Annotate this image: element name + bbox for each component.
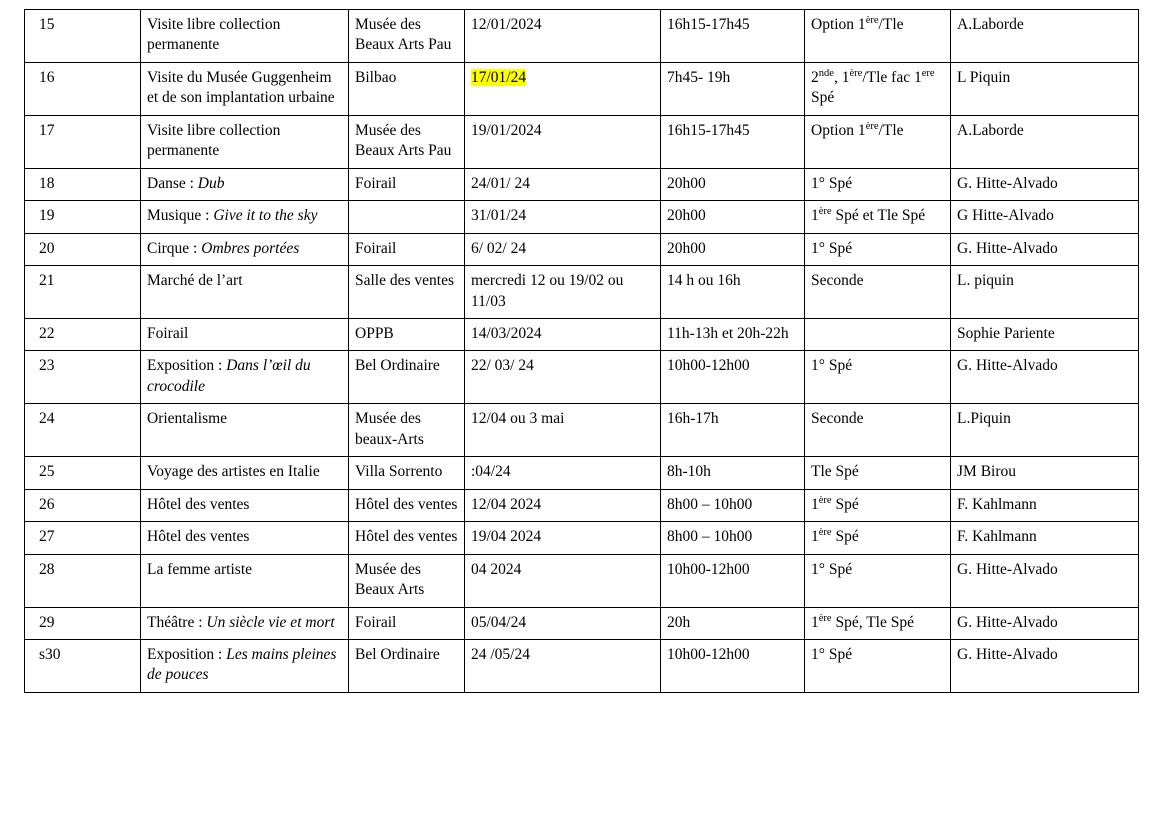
cell-number: [25, 457, 141, 489]
cell-place: [349, 639, 465, 692]
cell-hours: [661, 318, 805, 350]
cell-level: [805, 607, 951, 639]
cell-level: [805, 522, 951, 554]
cell-place: [349, 115, 465, 168]
cell-place: [349, 554, 465, 607]
table-row: [25, 168, 1139, 200]
table-row: [25, 457, 1139, 489]
cell-date: [465, 168, 661, 200]
cell-hours: [661, 201, 805, 233]
cell-date: [465, 266, 661, 319]
cell-place: [349, 266, 465, 319]
event-hours: 20h00: [667, 174, 706, 192]
row-number: 16: [39, 68, 55, 86]
cell-level: [805, 201, 951, 233]
event-level: 1° Spé: [811, 357, 853, 375]
cell-number: [25, 115, 141, 168]
event-hours: 20h00: [667, 239, 706, 257]
cell-level: [805, 62, 951, 115]
cell-date: [465, 554, 661, 607]
cell-date: [465, 115, 661, 168]
cell-date: [465, 62, 661, 115]
event-level: Seconde: [811, 272, 864, 290]
event-teacher: G. Hitte-Alvado: [957, 239, 1058, 257]
cell-teacher: [951, 554, 1139, 607]
cell-teacher: [951, 404, 1139, 457]
cell-place: [349, 607, 465, 639]
event-level: 1ère Spé: [811, 527, 859, 546]
cell-hours: [661, 351, 805, 404]
event-title: Hôtel des ventes: [147, 528, 250, 546]
event-title: Marché de l’art: [147, 272, 243, 290]
cell-level: [805, 115, 951, 168]
cell-date: [465, 233, 661, 265]
cell-number: [25, 266, 141, 319]
event-level: 2nde, 1ère/Tle fac 1ere Spé: [811, 67, 935, 107]
row-number: 23: [39, 357, 55, 375]
event-teacher: G. Hitte-Alvado: [957, 613, 1058, 631]
event-hours: 10h00-12h00: [667, 645, 750, 663]
cell-teacher: [951, 489, 1139, 521]
cell-number: [25, 554, 141, 607]
event-place: Foirail: [355, 613, 397, 631]
cell-teacher: [951, 457, 1139, 489]
row-number: 29: [39, 613, 55, 631]
cell-title: [141, 233, 349, 265]
event-place: Bel Ordinaire: [355, 357, 440, 375]
cell-level: [805, 318, 951, 350]
event-teacher: F. Kahlmann: [957, 528, 1037, 546]
event-level: 1° Spé: [811, 560, 853, 578]
row-number: 22: [39, 324, 55, 342]
event-title: Hôtel des ventes: [147, 495, 250, 513]
event-level: 1° Spé: [811, 239, 853, 257]
cell-number: [25, 607, 141, 639]
cell-number: [25, 233, 141, 265]
row-number: 18: [39, 174, 55, 192]
event-place: Villa Sorrento: [355, 463, 443, 481]
event-date-highlighted: 17/01/24: [471, 68, 527, 86]
event-level: 1ère Spé et Tle Spé: [811, 206, 926, 225]
event-hours: 11h-13h et 20h-22h: [667, 324, 789, 342]
table-row: [25, 639, 1139, 692]
cell-title: [141, 522, 349, 554]
cell-teacher: [951, 115, 1139, 168]
cell-title: [141, 318, 349, 350]
cell-hours: [661, 404, 805, 457]
cell-title: [141, 351, 349, 404]
cell-level: [805, 266, 951, 319]
cell-title: [141, 489, 349, 521]
row-number: 28: [39, 560, 55, 578]
event-title: Orientalisme: [147, 410, 228, 428]
cell-place: [349, 404, 465, 457]
cell-title: [141, 404, 349, 457]
event-place: Foirail: [355, 174, 397, 192]
cell-teacher: [951, 351, 1139, 404]
cell-level: [805, 554, 951, 607]
cell-hours: [661, 62, 805, 115]
event-title-work: Dub: [197, 174, 225, 192]
event-date: 19/04 2024: [471, 528, 542, 546]
cell-teacher: [951, 233, 1139, 265]
event-title-prefix: Musique :: [147, 207, 214, 225]
cell-level: [805, 489, 951, 521]
cell-date: [465, 404, 661, 457]
cell-teacher: [951, 318, 1139, 350]
event-place: Bilbao: [355, 68, 397, 86]
cell-hours: [661, 168, 805, 200]
event-teacher: A.Laborde: [957, 16, 1024, 33]
table-row: [25, 266, 1139, 319]
table-row: [25, 201, 1139, 233]
event-date: 6/ 02/ 24: [471, 239, 527, 257]
event-teacher: G. Hitte-Alvado: [957, 560, 1058, 578]
event-title: [147, 206, 342, 226]
row-number: 21: [39, 272, 55, 290]
event-hours: 10h00-12h00: [667, 560, 750, 578]
event-place: Musée des Beaux Arts Pau: [355, 121, 452, 160]
cell-date: [465, 201, 661, 233]
cell-level: [805, 10, 951, 63]
cell-place: [349, 318, 465, 350]
event-date: 05/04/24: [471, 613, 527, 631]
cell-number: [25, 201, 141, 233]
cell-hours: [661, 115, 805, 168]
event-title: [147, 356, 342, 397]
event-title: [147, 174, 342, 194]
cell-level: [805, 457, 951, 489]
event-teacher: G. Hitte-Alvado: [957, 645, 1058, 663]
cell-place: [349, 233, 465, 265]
event-place: OPPB: [355, 324, 394, 342]
event-place: Musée des Beaux Arts Pau: [355, 16, 452, 54]
event-hours: 8h00 – 10h00: [667, 528, 753, 546]
cell-teacher: [951, 62, 1139, 115]
row-number: 17: [39, 121, 55, 139]
event-teacher: L.Piquin: [957, 410, 1011, 428]
cell-title: [141, 607, 349, 639]
cell-hours: [661, 10, 805, 63]
row-number: 27: [39, 528, 55, 546]
event-place: Foirail: [355, 239, 397, 257]
cell-hours: [661, 233, 805, 265]
cell-date: [465, 522, 661, 554]
table-row: [25, 489, 1139, 521]
event-place: Musée des beaux-Arts: [355, 410, 424, 448]
event-date: 31/01/24: [471, 207, 527, 225]
event-hours: 16h15-17h45: [667, 121, 750, 139]
cell-teacher: [951, 168, 1139, 200]
cell-place: [349, 522, 465, 554]
cell-hours: [661, 457, 805, 489]
event-date: mercredi 12 ou 19/02 ou 11/03: [471, 272, 624, 310]
event-title-work: Un siècle vie et mort: [206, 613, 335, 631]
event-hours: 16h-17h: [667, 410, 719, 428]
event-title: [147, 613, 342, 633]
event-place: Salle des ventes: [355, 272, 455, 290]
event-place: Hôtel des ventes: [355, 528, 458, 546]
table-row: [25, 233, 1139, 265]
event-title: [147, 645, 342, 686]
event-teacher: F. Kahlmann: [957, 495, 1037, 513]
table-row: [25, 62, 1139, 115]
cell-place: [349, 201, 465, 233]
cell-date: [465, 607, 661, 639]
event-hours: 16h15-17h45: [667, 16, 750, 33]
cell-level: [805, 639, 951, 692]
cell-number: [25, 404, 141, 457]
cell-level: [805, 351, 951, 404]
event-title-work: Les mains pleines de pouces: [147, 645, 337, 684]
cell-teacher: [951, 201, 1139, 233]
event-hours: 8h-10h: [667, 463, 711, 481]
event-date: 04 2024: [471, 560, 522, 578]
cell-teacher: [951, 522, 1139, 554]
event-place: Hôtel des ventes: [355, 495, 458, 513]
event-teacher: G Hitte-Alvado: [957, 207, 1054, 225]
event-date: 19/01/2024: [471, 121, 542, 139]
row-number: 15: [39, 16, 55, 33]
event-title: Visite libre collection permanente: [147, 16, 281, 54]
event-teacher: JM Birou: [957, 463, 1016, 481]
event-level: Option 1ère/Tle: [811, 120, 904, 139]
event-hours: 20h: [667, 613, 691, 631]
event-title-prefix: Théâtre :: [147, 613, 207, 631]
event-level: Tle Spé: [811, 463, 859, 481]
event-title-work: Give it to the sky: [213, 207, 318, 225]
event-level: 1ère Spé: [811, 494, 859, 513]
cell-teacher: [951, 10, 1139, 63]
cell-title: [141, 266, 349, 319]
cell-date: [465, 10, 661, 63]
event-date: :04/24: [471, 463, 511, 481]
cell-title: [141, 10, 349, 63]
cell-teacher: [951, 266, 1139, 319]
event-title-prefix: Cirque :: [147, 239, 202, 257]
cell-number: [25, 351, 141, 404]
cell-place: [349, 351, 465, 404]
event-title-prefix: Danse :: [147, 174, 198, 192]
event-date: 24/01/ 24: [471, 174, 530, 192]
table-row: [25, 318, 1139, 350]
cell-title: [141, 639, 349, 692]
row-number: 24: [39, 410, 55, 428]
event-date: 12/01/2024: [471, 16, 542, 33]
event-date: 12/04 ou 3 mai: [471, 410, 565, 428]
row-number: 20: [39, 239, 55, 257]
row-number: 25: [39, 463, 55, 481]
cell-hours: [661, 489, 805, 521]
table-row: [25, 404, 1139, 457]
event-title-prefix: Exposition :: [147, 357, 227, 375]
event-place: Bel Ordinaire: [355, 645, 440, 663]
event-title-work: Ombres portées: [201, 239, 300, 257]
event-date: 24 /05/24: [471, 645, 530, 663]
event-level: Seconde: [811, 410, 864, 428]
cell-hours: [661, 639, 805, 692]
row-number: 19: [39, 207, 55, 225]
row-number: s30: [39, 645, 61, 663]
cell-date: [465, 318, 661, 350]
event-title-prefix: Exposition :: [147, 645, 227, 663]
cell-date: [465, 639, 661, 692]
table-row: [25, 351, 1139, 404]
cell-number: [25, 318, 141, 350]
schedule-table-body: [25, 10, 1139, 693]
cell-teacher: [951, 639, 1139, 692]
cell-place: [349, 457, 465, 489]
event-title: Visite libre collection permanente: [147, 121, 281, 160]
event-level: Option 1ère/Tle: [811, 14, 904, 33]
event-title-work: Dans l’œil du crocodile: [147, 357, 311, 395]
event-hours: 8h00 – 10h00: [667, 495, 753, 513]
table-row: [25, 10, 1139, 63]
cell-hours: [661, 607, 805, 639]
event-date: 12/04 2024: [471, 495, 542, 513]
cell-number: [25, 168, 141, 200]
table-row: [25, 115, 1139, 168]
event-teacher: L Piquin: [957, 68, 1011, 86]
cell-date: [465, 457, 661, 489]
event-hours: 20h00: [667, 207, 706, 225]
event-level: 1° Spé: [811, 174, 853, 192]
cell-level: [805, 168, 951, 200]
cell-title: [141, 115, 349, 168]
row-number: 26: [39, 495, 55, 513]
cell-date: [465, 489, 661, 521]
event-level: 1° Spé: [811, 645, 853, 663]
event-title: La femme artiste: [147, 560, 253, 578]
table-row: [25, 554, 1139, 607]
event-date: 14/03/2024: [471, 324, 542, 342]
event-hours: 14 h ou 16h: [667, 272, 741, 290]
cell-hours: [661, 266, 805, 319]
cell-hours: [661, 554, 805, 607]
event-date: 22/ 03/ 24: [471, 357, 534, 375]
table-row: [25, 607, 1139, 639]
cell-number: [25, 62, 141, 115]
cell-number: [25, 489, 141, 521]
cell-title: [141, 457, 349, 489]
cell-place: [349, 168, 465, 200]
event-teacher: L. piquin: [957, 272, 1014, 290]
event-title: [147, 239, 342, 259]
event-title: Voyage des artistes en Italie: [147, 463, 320, 481]
cell-number: [25, 639, 141, 692]
event-title: Visite du Musée Guggenheim et de son implantation urbaine: [147, 68, 335, 107]
cell-level: [805, 404, 951, 457]
cell-title: [141, 62, 349, 115]
cell-place: [349, 10, 465, 63]
schedule-table: [24, 9, 1139, 693]
cell-teacher: [951, 607, 1139, 639]
cell-date: [465, 351, 661, 404]
cell-number: [25, 10, 141, 63]
event-level: 1ère Spé, Tle Spé: [811, 612, 914, 631]
cell-title: [141, 201, 349, 233]
event-title: Foirail: [147, 324, 189, 342]
cell-hours: [661, 522, 805, 554]
event-hours: 10h00-12h00: [667, 357, 750, 375]
cell-title: [141, 168, 349, 200]
cell-title: [141, 554, 349, 607]
cell-place: [349, 62, 465, 115]
event-place: Musée des Beaux Arts: [355, 560, 425, 599]
cell-level: [805, 233, 951, 265]
event-teacher: G. Hitte-Alvado: [957, 357, 1058, 375]
event-teacher: Sophie Pariente: [957, 324, 1055, 342]
event-teacher: A.Laborde: [957, 121, 1024, 139]
event-teacher: G. Hitte-Alvado: [957, 174, 1058, 192]
table-row: [25, 522, 1139, 554]
cell-place: [349, 489, 465, 521]
event-hours: 7h45- 19h: [667, 68, 731, 86]
cell-number: [25, 522, 141, 554]
